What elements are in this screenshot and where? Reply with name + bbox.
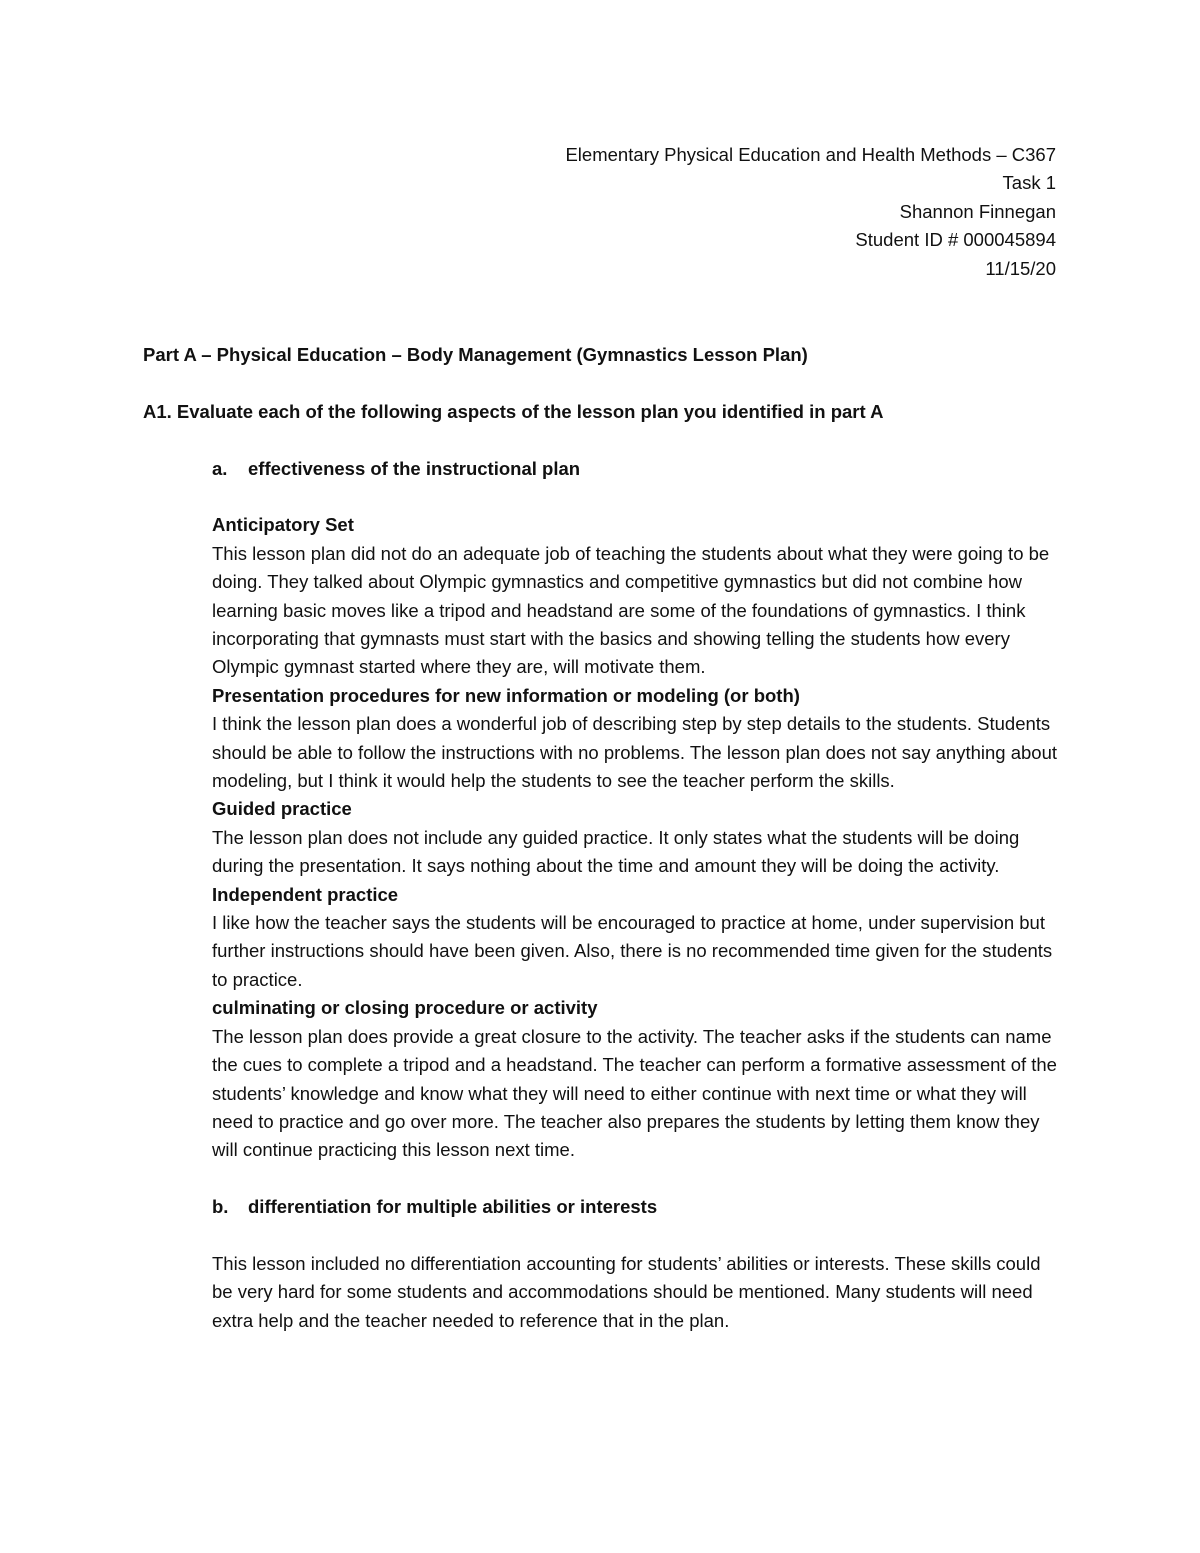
section-guided-practice bbox=[143, 795, 1062, 880]
section-body: This lesson included no differentiation accounting for students’ abilities or interests. These skills could be very hard for some students and accommodations should be mentioned. Many students will need extra help and the teacher needed to reference that in the plan. bbox=[212, 1252, 1041, 1331]
course-title: Elementary Physical Education and Health Methods – C367 bbox=[565, 144, 1056, 165]
section-anticipatory-set bbox=[143, 511, 1062, 681]
list-label-a: effectiveness of the instructional plan bbox=[248, 457, 581, 479]
section-closing-procedure bbox=[143, 994, 1062, 1164]
part-title: Part A – Physical Education – Body Management (Gymnastics Lesson Plan) bbox=[143, 344, 808, 365]
section-independent-practice bbox=[143, 881, 1062, 995]
document-date: 11/15/20 bbox=[985, 257, 1056, 279]
list-label-b: differentiation for multiple abilities or interests bbox=[248, 1196, 658, 1218]
section-body: I think the lesson plan does a wonderful job of describing step by step details to the students. Students should be able to follow the instructions with no problems. The lesson plan does not say anything about modeling, but I think it would help the students to see the teacher perform the skills. bbox=[212, 713, 1058, 792]
list-marker-a: a. bbox=[212, 457, 228, 479]
section-heading: Presentation procedures for new information or modeling (or both) bbox=[212, 684, 800, 706]
section-body: I like how the teacher says the students will be encouraged to practice at home, under supervision but further instructions should have been given. Also, there is no recommended time given for the students to practice. bbox=[212, 912, 1053, 990]
section-body: The lesson plan does not include any guided practice. It only states what the students will be doing during the presentation. It says nothing about the time and amount they will be doing the activity. bbox=[212, 826, 1020, 877]
list-item-a bbox=[143, 455, 1063, 483]
section-heading: culminating or closing procedure or activity bbox=[212, 997, 598, 1019]
author-name: Shannon Finnegan bbox=[899, 200, 1056, 222]
list-item-b bbox=[143, 1193, 1063, 1221]
student-id: Student ID # 000045894 bbox=[855, 229, 1056, 251]
section-presentation-procedures bbox=[143, 682, 1062, 796]
task-label: Task 1 bbox=[1002, 172, 1056, 194]
section-body: This lesson plan did not do an adequate job of teaching the students about what they were going to be doing. They talked about Olympic gymnastics and competitive gymnastics but did not combine how learning basic moves like a tripod and headstand are some of the foundations of gymnastics. I think incorporating that gymnasts must start with the basics and showing telling the students how every Olympic gymnast started where they are, will motivate them. bbox=[212, 542, 1050, 678]
section-differentiation bbox=[143, 1250, 1062, 1335]
document-body bbox=[143, 341, 1063, 1335]
document-header bbox=[565, 141, 1056, 283]
section-heading: Anticipatory Set bbox=[212, 514, 354, 536]
question-prompt: A1. Evaluate each of the following aspects of the lesson plan you identified in part A bbox=[143, 400, 884, 422]
list-marker-b: b. bbox=[212, 1196, 229, 1218]
section-heading: Guided practice bbox=[212, 798, 352, 820]
section-body: The lesson plan does provide a great closure to the activity. The teacher asks if the students can name the cues to complete a tripod and a headstand. The teacher can perform a formative assessment of the students’ knowledge and know what they will need to either continue with next time or what they will need to practice and go over more. The teacher also prepares the students by letting them know they will continue practicing this lesson next time. bbox=[212, 1025, 1057, 1161]
section-heading: Independent practice bbox=[212, 883, 399, 905]
